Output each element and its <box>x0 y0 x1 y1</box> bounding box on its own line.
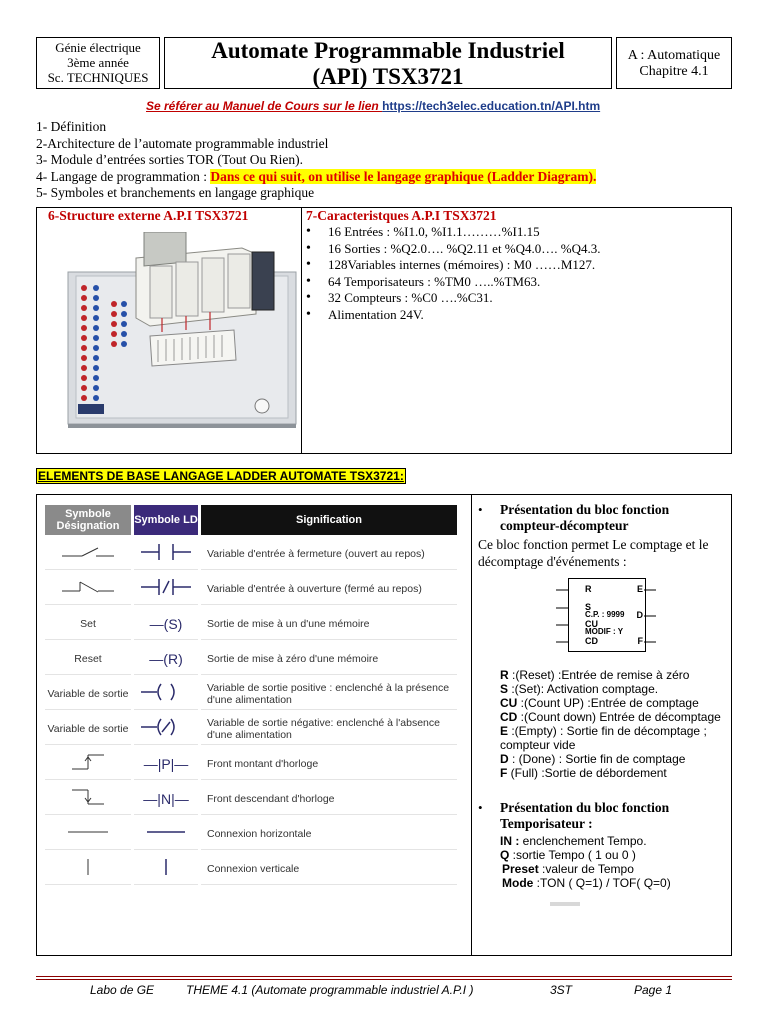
block-pin-s: S <box>585 602 592 612</box>
definition-item: Preset :valeur de Tempo <box>502 862 634 876</box>
power-switch <box>255 399 269 413</box>
toc-item: 2-Architecture de l’automate programmable industriel <box>36 135 329 151</box>
table-row <box>45 853 457 885</box>
toc-item <box>36 169 596 186</box>
footer-class: 3ST <box>550 983 573 997</box>
timer-title: Présentation du bloc fonction Temporisateur : <box>500 800 670 831</box>
definition-item: S :(Set): Activation comptage. <box>500 682 659 696</box>
footer-theme: THEME 4.1 (Automate programmable industriel A.P.I ) <box>186 983 474 997</box>
page-title-line2: (API) TSX3721 <box>312 64 464 89</box>
faded-mark <box>550 902 580 906</box>
ld-letter: N <box>160 790 172 807</box>
header-class-line: Sc. TECHNIQUES <box>47 70 149 85</box>
block-pin-r: R <box>585 584 592 594</box>
page-title-line1: Automate Programmable Industriel <box>211 38 565 63</box>
definition-item: Q :sortie Tempo ( 1 ou 0 ) <box>500 848 636 862</box>
table-row <box>45 713 457 745</box>
footer-rule <box>36 979 732 980</box>
table-row <box>45 818 457 850</box>
bullet-icon: • <box>478 800 483 815</box>
plc-rack <box>136 232 274 326</box>
reset-coil-ld-icon: —(R) <box>149 650 183 667</box>
header-chapter: Chapitre 4.1 <box>639 64 709 79</box>
nc-contact-ld-icon <box>139 577 193 597</box>
block-pin-f: F <box>637 636 643 646</box>
nc-opening-symbol <box>58 579 118 595</box>
horizontal-line-symbol <box>58 826 118 838</box>
ld-letter: S <box>168 615 178 632</box>
definition-item: CU :(Count UP) :Entrée de comptage <box>500 696 699 710</box>
header-class-line: 3ème année <box>67 55 129 70</box>
row-signification: Connexion horizontale <box>201 818 457 850</box>
falling-edge-symbol <box>58 786 118 808</box>
row-designation: Set <box>45 608 131 640</box>
nc-contact-symbol <box>58 544 118 560</box>
definition-item: IN : enclenchement Tempo. <box>500 834 647 848</box>
plc-trainer-photo <box>66 232 298 428</box>
row-signification: Variable de sortie négative: enclenché à l'absence d'une alimentation <box>201 713 457 745</box>
row-signification: Variable de sortie positive : enclenché à la présence d'une alimentation <box>201 678 457 710</box>
set-coil-ld-icon: —(S) <box>149 615 183 632</box>
counter-title: Présentation du bloc fonction compteur-décompteur <box>500 502 670 533</box>
row-signification: Front montant d'horloge <box>201 748 457 780</box>
definition-item: E :(Empty) : Sortie fin de décomptage ; compteur vide <box>500 724 707 752</box>
toc-item: 1- Définition <box>36 119 107 134</box>
counter-section <box>478 502 724 570</box>
falling-edge-ld-icon: —|N|— <box>143 790 189 807</box>
toc-highlight: Dans ce qui suit, on utilise le langage graphique (Ladder Diagram). <box>210 168 597 184</box>
header-class-line: Génie électrique <box>55 40 141 55</box>
section7-title: 7-Caracteristques A.P.I TSX3721 <box>306 208 497 223</box>
rising-edge-symbol <box>58 751 118 773</box>
toc-item: 3- Module d’entrées sorties TOR (Tout Ou Rien). <box>36 152 304 167</box>
specs-list <box>306 224 601 323</box>
table-row <box>45 608 457 640</box>
table-row <box>45 748 457 780</box>
row-signification: Front descendant d'horloge <box>201 783 457 815</box>
counter-definitions <box>500 668 732 780</box>
block-pin-d: D <box>636 610 643 620</box>
row-signification: Variable d'entrée à ouverture (fermé au repos) <box>201 573 457 605</box>
rising-edge-ld-icon: —|P|— <box>143 755 189 772</box>
table-header: Signification <box>201 505 457 535</box>
table-row <box>45 538 457 570</box>
footer-rule <box>36 976 732 977</box>
terminal-block <box>150 330 236 366</box>
spec-item: • 64 Temporisateurs : %TM0 …..%TM63. <box>306 274 601 291</box>
ld-letter: R <box>167 650 179 667</box>
row-signification: Variable d'entrée à fermeture (ouvert au repos) <box>201 538 457 570</box>
row-designation: Variable de sortie <box>45 678 131 710</box>
spec-item: • 128Variables internes (mémoires) : M0 ……M127. <box>306 257 601 274</box>
horizontal-line-ld-icon <box>139 826 193 838</box>
no-contact-ld-icon <box>139 542 193 562</box>
reference-link[interactable]: https://tech3elec.education.tn/API.htm <box>382 99 601 113</box>
elements-title: ELEMENTS DE BASE LANGAGE LADDER AUTOMATE TSX3721: <box>38 469 404 483</box>
counter-intro: Ce bloc fonction permet Le comptage et le décomptage d'événements : <box>478 537 709 569</box>
header-class-box <box>36 37 160 89</box>
row-signification: Sortie de mise à zéro d'une mémoire <box>201 643 457 675</box>
brand-label <box>78 404 104 414</box>
ladder-symbol-table <box>42 502 460 888</box>
table-row <box>45 643 457 675</box>
page-title <box>164 37 612 89</box>
header-subject: A : Automatique <box>627 48 721 63</box>
row-signification: Connexion verticale <box>201 853 457 885</box>
definition-item: Mode :TON ( Q=1) / TOF( Q=0) <box>502 876 671 890</box>
vertical-line-symbol <box>58 857 118 877</box>
row-designation: Variable de sortie <box>45 713 131 745</box>
footer-lab: Labo de GE <box>90 983 155 997</box>
toc-item: 5- Symboles et branchements en langage graphique <box>36 185 315 200</box>
reference-line <box>146 99 600 113</box>
toc-item-prefix: 4- Langage de programmation : <box>36 168 211 184</box>
ld-letter: P <box>161 755 171 772</box>
vertical-line-ld-icon <box>139 857 193 877</box>
block-cp: C.P. : 9999 <box>585 610 625 619</box>
header-chapter-box <box>616 37 732 89</box>
spec-item: • 32 Compteurs : %C0 ….%C31. <box>306 290 601 307</box>
timer-section <box>478 800 724 832</box>
table-row <box>45 678 457 710</box>
table-row <box>45 573 457 605</box>
timer-definitions <box>500 834 732 890</box>
section6-title: 6-Structure externe A.P.I TSX3721 <box>48 208 249 223</box>
spec-item: • Alimentation 24V. <box>306 307 601 324</box>
row-designation: Reset <box>45 643 131 675</box>
coil-ld-icon <box>139 682 193 702</box>
bullet-icon: • <box>478 502 483 517</box>
block-pin-cd: CD <box>585 636 598 646</box>
block-pin-e: E <box>636 584 643 594</box>
table-header: Symbole LD <box>134 505 198 535</box>
table-header: Symbole Désignation <box>45 505 131 535</box>
spec-item: • 16 Sorties : %Q2.0…. %Q2.11 et %Q4.0…. %Q4.3. <box>306 241 601 258</box>
definition-item: D : (Done) : Sortie fin de comptage <box>500 752 686 766</box>
negated-coil-ld-icon <box>139 717 193 737</box>
counter-block-pins <box>556 578 656 652</box>
table-row <box>45 783 457 815</box>
row-signification: Sortie de mise à un d'une mémoire <box>201 608 457 640</box>
definition-item: R :(Reset) :Entrée de remise à zéro <box>500 668 690 682</box>
table-of-contents <box>36 119 596 202</box>
reference-label: Se référer au Manuel de Cours sur le lien <box>146 99 383 113</box>
spec-item: • 16 Entrées : %I1.0, %I1.1………%I1.15 <box>306 224 601 241</box>
footer-page: Page 1 <box>634 983 673 997</box>
definition-item: F (Full) :Sortie de débordement <box>500 766 667 780</box>
block-modif: MODIF : Y <box>585 627 624 636</box>
definition-item: CD :(Count down) Entrée de décomptage <box>500 710 721 724</box>
block-pin-cu: CU <box>585 619 598 629</box>
